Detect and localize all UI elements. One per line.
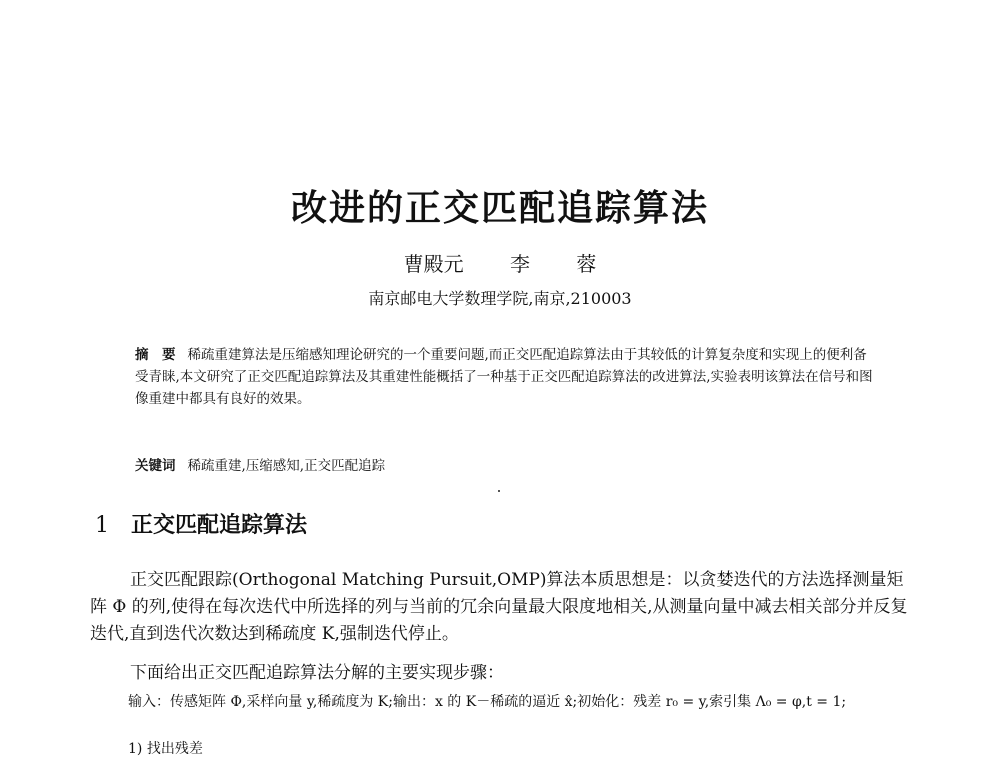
section-title: 正交匹配追踪算法 [131, 513, 308, 538]
paper-title: 改进的正交匹配追踪算法 [290, 188, 709, 229]
body-paragraph: 正交匹配跟踪(Orthogonal Matching Pursuit,OMP)算法本质思想是：以贪婪迭代的方法选择测量矩阵 Φ 的列,使得在每次迭代中所选择的列与当前的冗余向量最大限度地相关,从测量向量中减去相关部分并反复迭代,直到迭代次数达到稀疏度 K,强制迭代停止。 [90, 570, 908, 644]
section-heading [95, 508, 307, 539]
keywords-text: 稀疏重建,压缩感知,正交匹配追踪 [187, 458, 386, 474]
algorithm-step: 输入：传感矩阵 Φ,采样向量 y,稀疏度为 K;输出：x 的 K－稀疏的逼近 x̂;初始化：残差 r₀ = y,索引集 Λ₀ = φ,t = 1; [128, 694, 847, 710]
body-paragraph: 下面给出正交匹配追踪算法分解的主要实现步骤： [130, 663, 504, 683]
abstract-label: 摘 要 [135, 347, 176, 363]
author-name: 曹殿元 [403, 252, 464, 276]
keywords-label: 关键词 [135, 458, 176, 474]
algorithm-step: 1) 找出残差 [128, 741, 203, 757]
author-name: 李 [510, 252, 530, 276]
author-list [0, 248, 1000, 277]
section-number: 1 [95, 513, 109, 538]
keywords [135, 454, 875, 474]
author-name: 蓉 [576, 252, 597, 276]
affiliation: 南京邮电大学数理学院,南京,210003 [368, 289, 632, 308]
abstract-text: 稀疏重建算法是压缩感知理论研究的一个重要问题,而正交匹配追踪算法由于其较低的计算复杂度和实现上的便利备受青睐,本文研究了正交匹配追踪算法及其重建性能概括了一种基于正交匹配追踪算法的改进算法,实验表明该算法在信号和图像重建中都具有良好的效果。 [135, 347, 873, 407]
abstract [135, 344, 875, 410]
scan-speck [498, 490, 500, 492]
